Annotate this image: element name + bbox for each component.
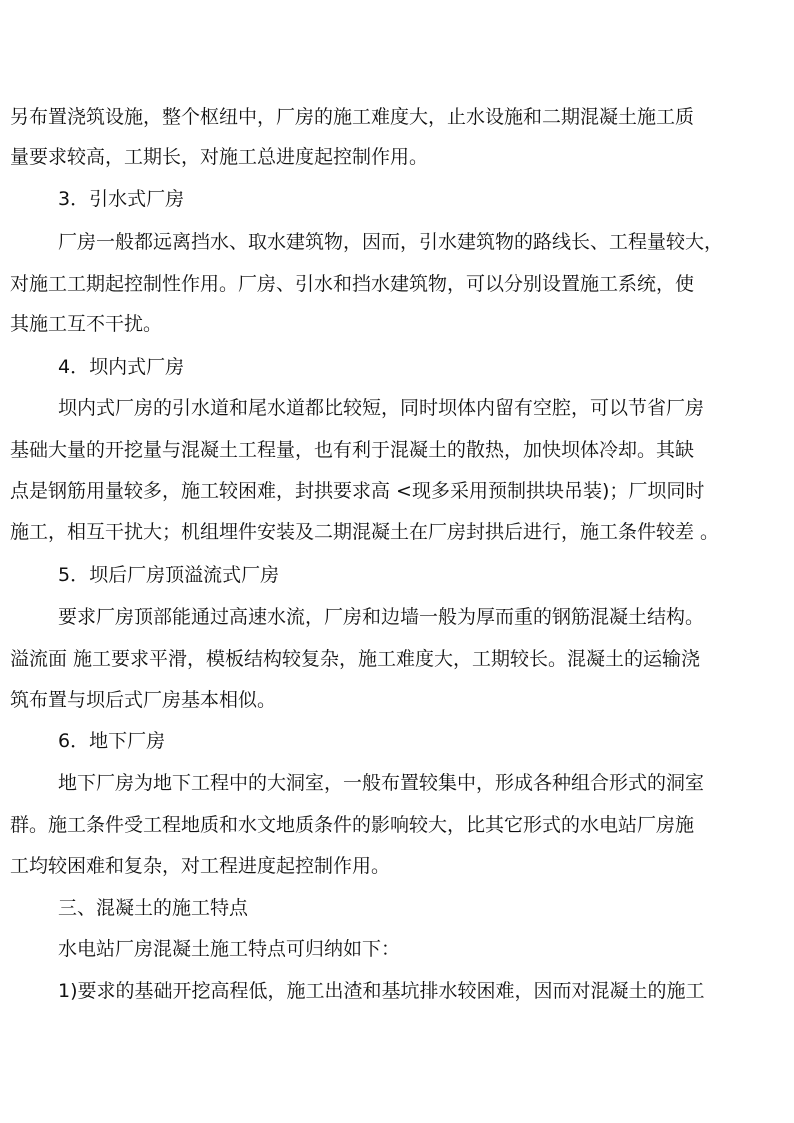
paragraph-line: 溢流面 施工要求平滑，模板结构较复杂，施工难度大，工期较长。混凝土的运输浇 <box>10 648 701 670</box>
section-heading: 6．地下厂房 <box>58 730 166 752</box>
paragraph-line: 基础大量的开挖量与混凝土工程量，也有利于混凝土的散热，加快坝体冷却。其缺 <box>10 439 695 461</box>
paragraph-line: 其施工互不干扰。 <box>10 313 163 335</box>
paragraph-line: 水电站厂房混凝土施工特点可归纳如下： <box>58 938 401 960</box>
paragraph-line: 坝内式厂房的引水道和尾水道都比较短，同时坝体内留有空腔，可以节省厂房 <box>58 397 705 419</box>
paragraph-line: 量要求较高，工期长，对施工总进度起控制作用。 <box>10 146 429 168</box>
paragraph-line: 对施工工期起控制性作用。厂房、引水和挡水建筑物，可以分别设置施工系统，使 <box>10 273 695 295</box>
paragraph-line: 地下厂房为地下工程中的大洞室，一般布置较集中，形成各种组合形式的洞室 <box>58 772 705 794</box>
paragraph-line: 筑布置与坝后式厂房基本相似。 <box>10 689 277 711</box>
paragraph-line: 厂房一般都远离挡水、取水建筑物，因而，引水建筑物的路线长、工程量较大， <box>58 231 724 253</box>
paragraph-line: 另布置浇筑设施，整个枢纽中，厂房的施工难度大，止水设施和二期混凝土施工质 <box>10 106 695 128</box>
paragraph-line: 点是钢筋用量较多，施工较困难，封拱要求高 <现多采用预制拱块吊装)；厂坝同时 <box>10 480 705 502</box>
section-heading: 4．坝内式厂房 <box>58 356 185 378</box>
paragraph-line: 施工，相互干扰大；机组埋件安装及二期混凝土在厂房封拱后进行，施工条件较差 。 <box>10 521 720 543</box>
paragraph-line: 要求厂房顶部能通过高速水流，厂房和边墙一般为厚而重的钢筋混凝土结构。 <box>58 606 705 628</box>
section-heading: 三、混凝土的施工特点 <box>58 897 249 919</box>
paragraph-line: 群。施工条件受工程地质和水文地质条件的影响较大，比其它形式的水电站厂房施 <box>10 814 695 836</box>
section-heading: 5．坝后厂房顶溢流式厂房 <box>58 564 280 586</box>
section-heading: 3．引水式厂房 <box>58 188 185 210</box>
list-item: 1)要求的基础开挖高程低，施工出渣和基坑排水较困难，因而对混凝土的施工 <box>58 980 705 1002</box>
paragraph-line: 工均较困难和复杂，对工程进度起控制作用。 <box>10 855 391 877</box>
